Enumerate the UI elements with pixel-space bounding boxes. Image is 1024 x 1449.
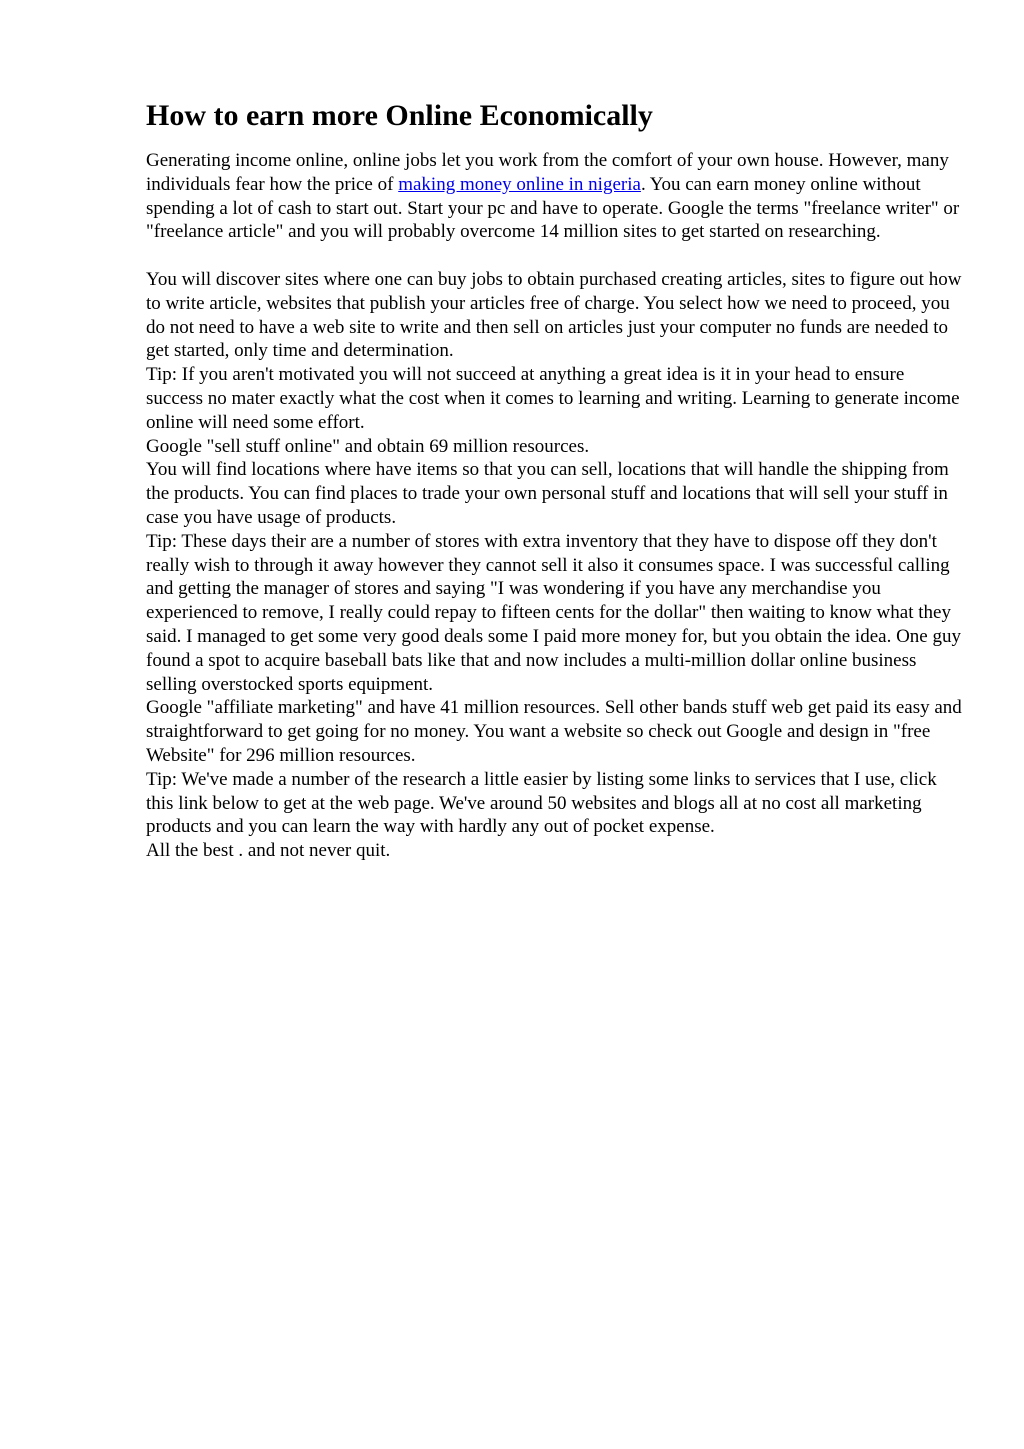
tip-research-links: Tip: We've made a number of the research a little easier by listing some links to services that I use, click this link below to get at the web page. We've around 50 websites and blogs all at no cost all marketing products and you can learn the way with hardly any out of pocket expense. [146, 768, 937, 838]
making-money-nigeria-link[interactable]: making money online in nigeria [398, 173, 641, 195]
paragraph-spacer [146, 244, 966, 268]
tip-motivation: Tip: If you aren't motivated you will not succeed at anything a great idea is it in your head to ensure success no mater exactly what the cost when it comes to learning and writing. Learning to generate income online will need some effort. [146, 364, 960, 433]
body-paragraph-sites: You will discover sites where one can buy jobs to obtain purchased creating articles, sites to figure out how to write article, websites that publish your articles free of charge. You select how we need to proceed, you do not need to have a web site to write and then sell on articles just your computer no funds are needed to get started, only time and determination. [146, 268, 962, 362]
google-sell-stuff-line: Google "sell stuff online" and obtain 69 million resources. [146, 435, 590, 457]
intro-paragraph [146, 149, 966, 244]
closing-line: All the best . and not never quit. [146, 840, 391, 862]
body-paragraph-locations: You will find locations where have items so that you can sell, locations that will handle the shipping from the products. You can find places to trade your own personal stuff and locations that will sell your stuff in case you have usage of products. [146, 459, 949, 528]
intro-text-before-link: Generating income online, online jobs let you work from the comfort of your own house. However, many individuals fear how the price of [146, 150, 949, 195]
document-page [146, 96, 966, 863]
intro-text-after-link: . You can earn money online without spending a lot of cash to start out. Start your pc and have to operate. Google the terms "freelance writer" or "freelance article" and you will probably overcome 14 million sites to get started on researching. [146, 173, 960, 243]
google-affiliate-line: Google "affiliate marketing" and have 41 million resources. Sell other bands stuff web get paid its easy and straightforward to get going for no money. You want a website so check out Google and design in "free Website" for 296 million resources. [146, 697, 962, 766]
document-title: How to earn more Online Economically [146, 99, 653, 132]
tip-stores-inventory: Tip: These days their are a number of stores with extra inventory that they have to dispose off they don't really wish to through it away however they cannot sell it also it consumes space. I was successful calling and getting the manager of stores and saying "I was wondering if you have any merchandise you experienced to remove, I really could repay to fifteen cents for the dollar" then waiting to know what they said. I managed to get some very good deals some I paid more money for, but you obtain the idea. One guy found a spot to acquire baseball bats like that and now includes a multi-million dollar online business selling overstocked sports equipment. [146, 530, 961, 695]
